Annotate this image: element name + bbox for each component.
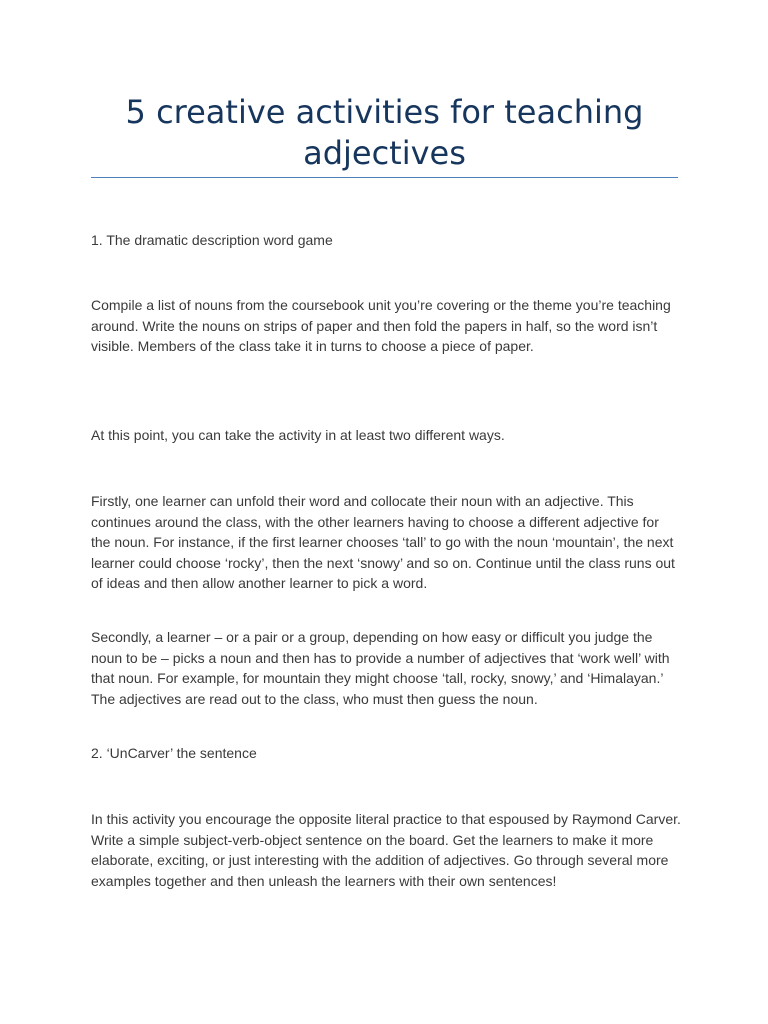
title-divider (91, 177, 678, 178)
paragraph-firstly: Firstly, one learner can unfold their word and collocate their noun with an adjective. This continues around the class, with the other learners having to choose a different adjective for the noun. For instance, if the first learner chooses ‘tall’ to go with the noun ‘mountain’, the next learner could choose ‘rocky’, then the next ‘snowy’ and so on. Continue until the class runs out of ideas and then allow another learner to pick a word. (91, 493, 675, 591)
paragraph-uncarver: In this activity you encourage the opposite literal practice to that espoused by Raymond Carver. Write a simple subject-verb-object sentence on the board. Get the learners to make it more elaborate, exciting, or just interesting with the addition of adjectives. Go through several more examples together and then unleash the learners with their own sentences! (91, 811, 681, 889)
paragraph-compile-nouns: Compile a list of nouns from the coursebook unit you’re covering or the theme you’re teaching around. Write the nouns on strips of paper and then fold the papers in half, so the word isn’t visible. Members of the class take it in turns to choose a piece of paper. (91, 297, 671, 354)
paragraph-two-ways: At this point, you can take the activity in at least two different ways. (91, 427, 505, 443)
paragraph-secondly: Secondly, a learner – or a pair or a group, depending on how easy or difficult you judge the noun to be – picks a noun and then has to provide a number of adjectives that ‘work well’ with that noun. For example, for mountain they might choose ‘tall, rocky, snowy,’ and ‘Himalayan.’ The adjectives are read out to the class, who must then guess the noun. (91, 629, 670, 707)
page-title: 5 creative activities for teaching adjectives (125, 93, 644, 172)
section-heading-2: 2. ‘UnCarver’ the sentence (91, 745, 257, 761)
section-heading-1: 1. The dramatic description word game (91, 232, 333, 248)
